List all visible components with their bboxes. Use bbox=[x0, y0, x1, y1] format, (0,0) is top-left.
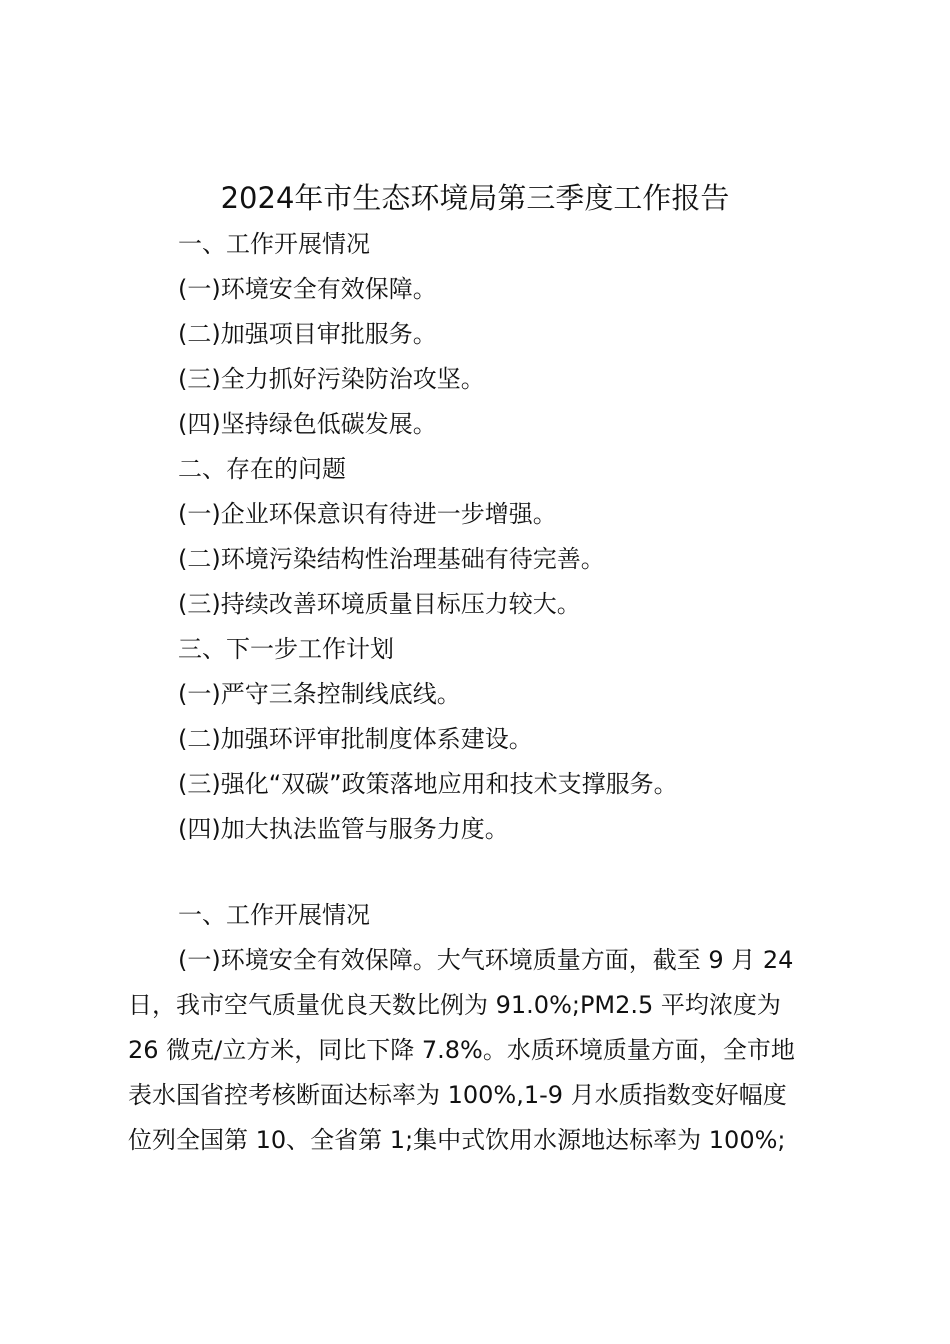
outline-item: (三)持续改善环境质量目标压力较大。 bbox=[178, 590, 581, 618]
section-heading: 一、工作开展情况 bbox=[178, 901, 370, 929]
outline-item: (二)加强项目审批服务。 bbox=[178, 320, 437, 348]
outline-item: (二)加强环评审批制度体系建设。 bbox=[178, 725, 533, 753]
table-of-contents bbox=[178, 222, 678, 852]
outline-item: (四)坚持绿色低碳发展。 bbox=[178, 410, 437, 438]
outline-heading-1: 一、工作开展情况 bbox=[178, 230, 370, 258]
outline-item: (一)环境安全有效保障。 bbox=[178, 275, 437, 303]
paragraph-line: 表水国省控考核断面达标率为 100%,1-9 月水质指数变好幅度 bbox=[128, 1081, 787, 1109]
document-title: 2024年市生态环境局第三季度工作报告 bbox=[220, 181, 730, 215]
outline-heading-2: 二、存在的问题 bbox=[178, 455, 346, 483]
body-section bbox=[128, 893, 836, 1163]
paragraph-line: 26 微克/立方米，同比下降 7.8%。水质环境质量方面，全市地 bbox=[128, 1036, 795, 1064]
outline-item: (二)环境污染结构性治理基础有待完善。 bbox=[178, 545, 605, 573]
outline-item: (四)加大执法监管与服务力度。 bbox=[178, 815, 509, 843]
paragraph-line: 日，我市空气质量优良天数比例为 91.0%;PM2.5 平均浓度为 bbox=[128, 991, 781, 1019]
outline-item: (三)强化“双碳”政策落地应用和技术支撑服务。 bbox=[178, 770, 678, 798]
outline-item: (一)严守三条控制线底线。 bbox=[178, 680, 461, 708]
paragraph-line: 位列全国第 10、全省第 1;集中式饮用水源地达标率为 100%; bbox=[128, 1126, 786, 1154]
outline-heading-3: 三、下一步工作计划 bbox=[178, 635, 394, 663]
body-paragraph bbox=[128, 938, 836, 1163]
paragraph-line: (一)环境安全有效保障。大气环境质量方面，截至 9 月 24 bbox=[178, 946, 794, 974]
outline-item: (一)企业环保意识有待进一步增强。 bbox=[178, 500, 557, 528]
outline-item: (三)全力抓好污染防治攻坚。 bbox=[178, 365, 485, 393]
